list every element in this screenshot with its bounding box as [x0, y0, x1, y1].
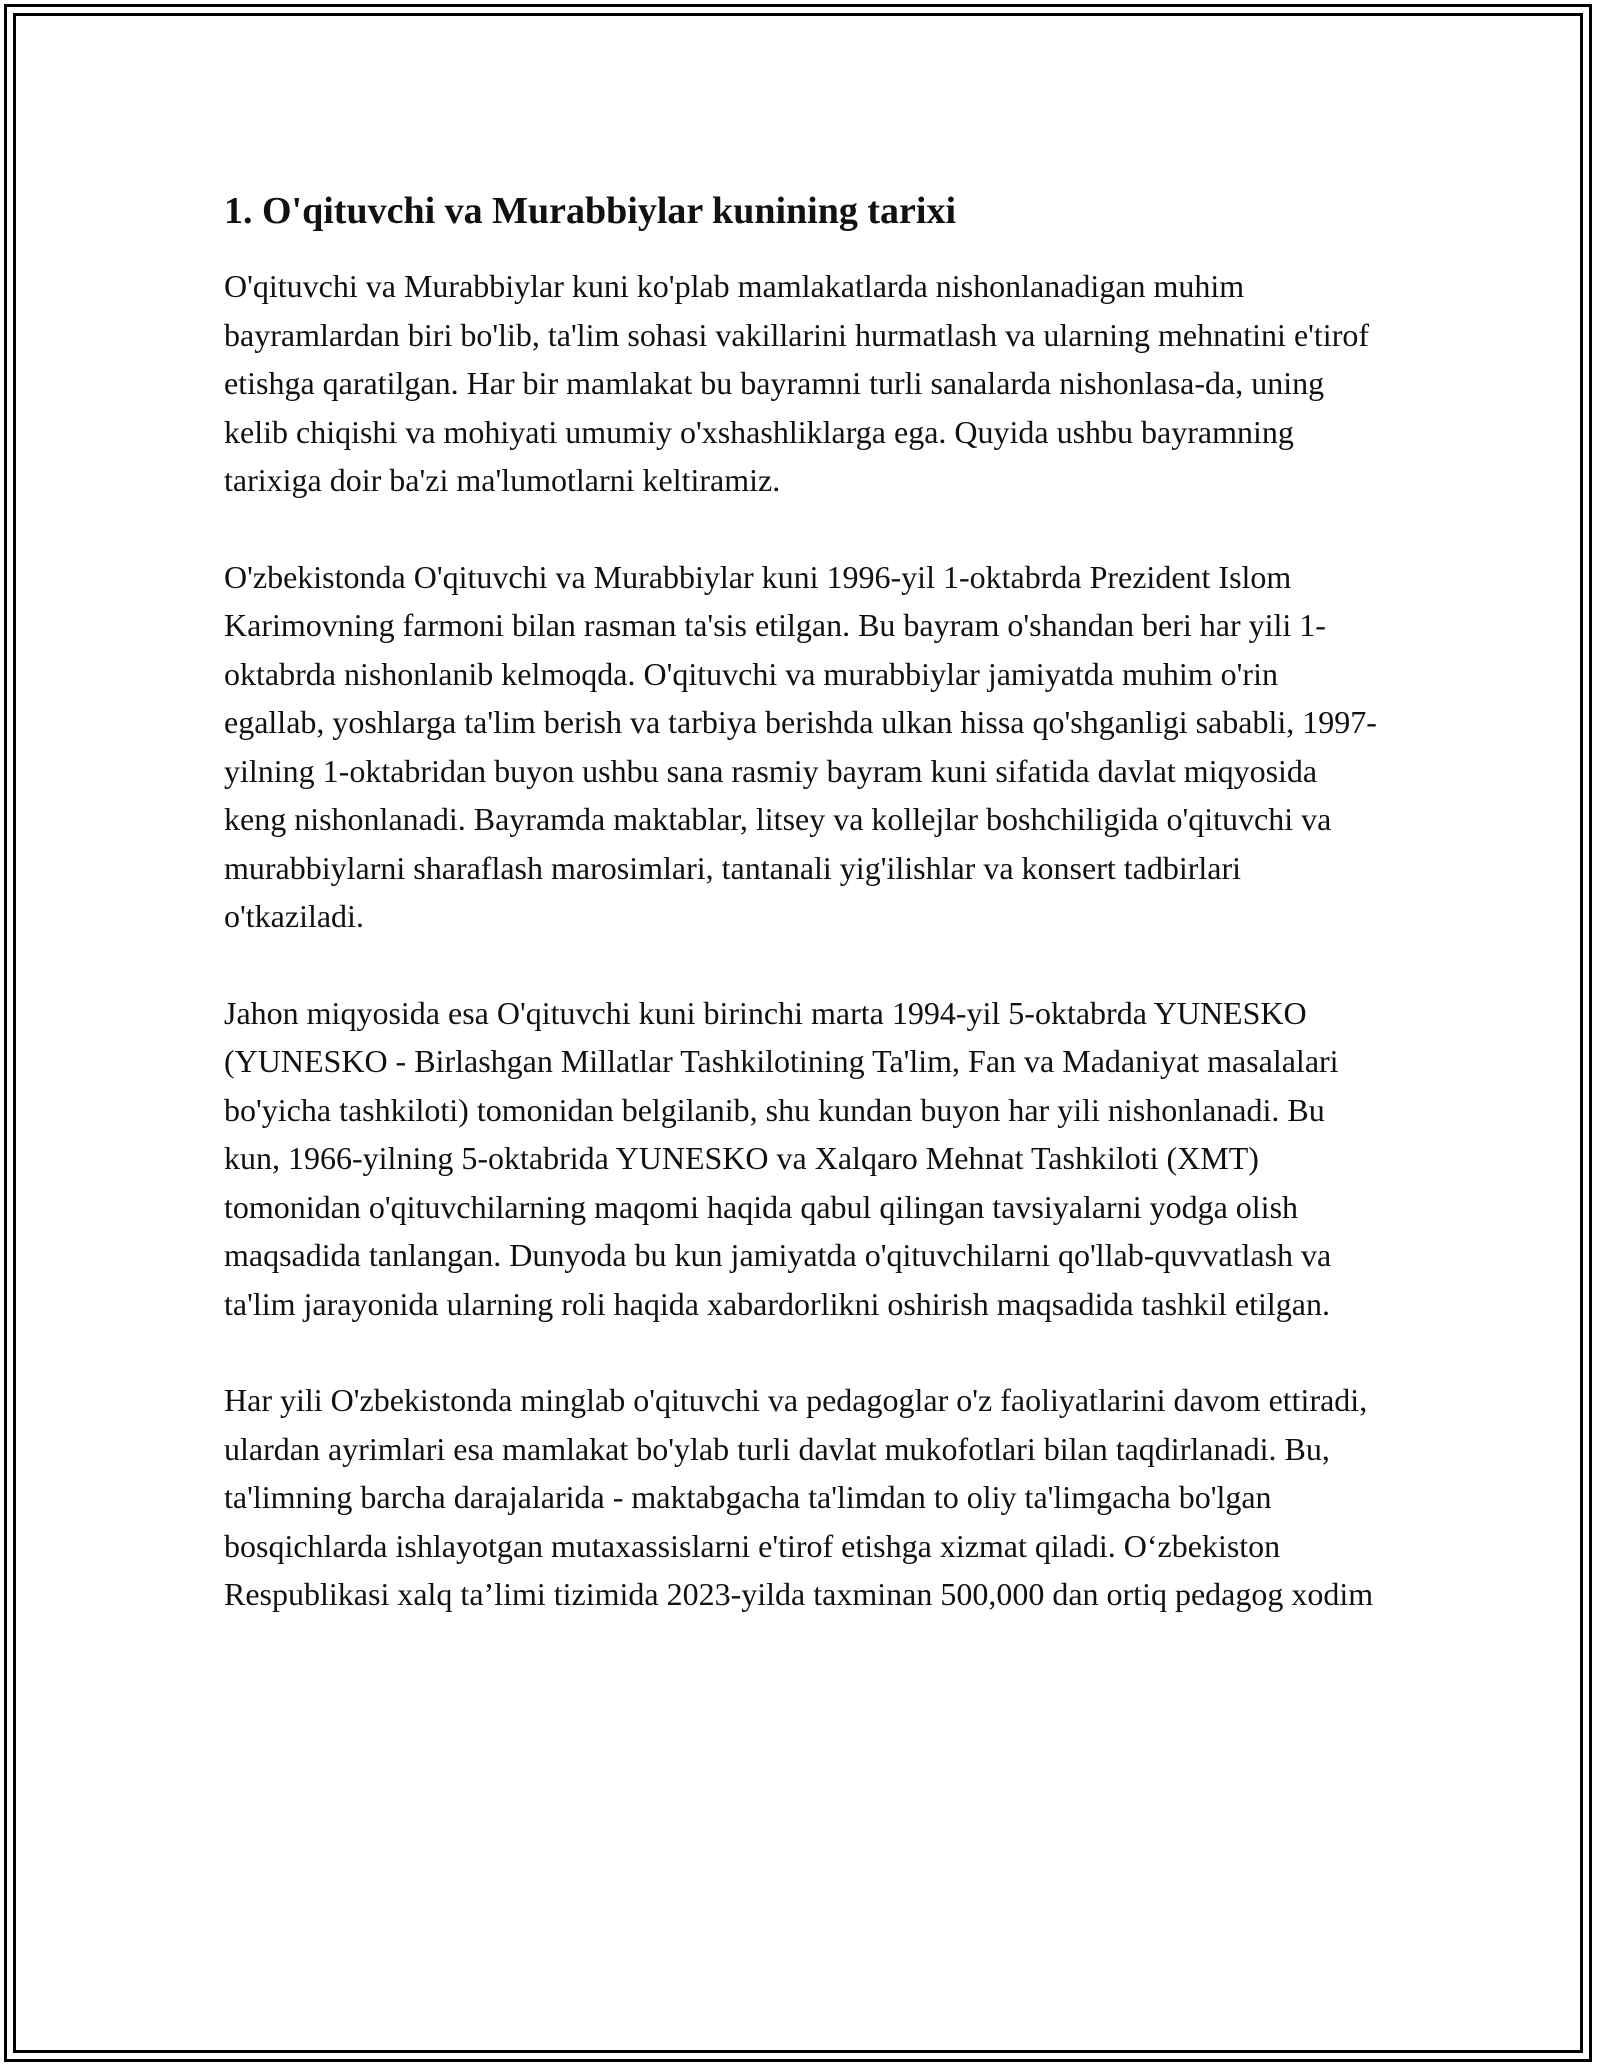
document-body: [224, 186, 1384, 1667]
paragraph-uzbekistan-history: O'zbekistonda O'qituvchi va Murabbiylar kuni 1996-yil 1-oktabrda Prezident Islom Karimovning farmoni bilan rasman ta'sis etilgan. Bu bayram o'shandan beri har yili 1-oktabrda nishonlanib kelmoqda. O'qituvchi va murabbiylar jamiyatda muhim o'rin egallab, yoshlarga ta'lim berish va tarbiya berishda ulkan hissa qo'shganligi sababli, 1997-yilning 1-oktabridan buyon ushbu sana rasmiy bayram kuni sifatida davlat miqyosida keng nishonlanadi. Bayramda maktablar, litsey va kollejlar boshchiligida o'qituvchi va murabbiylarni sharaflash marosimlari, tantanali yig'ilishlar va konsert tadbirlari o'tkaziladi.: [224, 558, 1377, 934]
paragraph-annual-recognition: Har yili O'zbekistonda minglab o'qituvchi va pedagoglar o'z faoliyatlarini davom ettiradi, ulardan ayrimlari esa mamlakat bo'ylab turli davlat mukofotlari bilan taqdirlanadi. Bu, ta'limning barcha darajalarida - maktabgacha ta'limdan to oliy ta'limgacha bo'lgan bosqichlarda ishlayotgan mutaxassislarni e'tirof etishga xizmat qiladi. O‘zbekiston Respublikasi xalq ta’limi tizimida 2023-yilda taxminan 500,000 dan ortiq pedagog xodim: [224, 1382, 1374, 1612]
section-heading: 1. O'qituvchi va Murabbiylar kunining tarixi: [224, 190, 957, 232]
paragraph-world-history: Jahon miqyosida esa O'qituvchi kuni birinchi marta 1994-yil 5-oktabrda YUNESKO (YUNESKO - Birlashgan Millatlar Tashkilotining Ta'lim, Fan va Madaniyat masalalari bo'yicha tashkiloti) tomonidan belgilanib, shu kundan buyon har yili nishonlanadi. Bu kun, 1966-yilning 5-oktabrida YUNESKO va Xalqaro Mehnat Tashkiloti (XMT) tomonidan o'qituvchilarning maqomi haqida qabul qilingan tavsiyalarni yodga olish maqsadida tanlangan. Dunyoda bu kun jamiyatda o'qituvchilarni qo'llab-quvvatlash va ta'lim jarayonida ularning roli haqida xabardorlikni oshirish maqsadida tashkil etilgan.: [224, 994, 1339, 1322]
paragraph-intro: O'qituvchi va Murabbiylar kuni ko'plab mamlakatlarda nishonlanadigan muhim bayramlardan biri bo'lib, ta'lim sohasi vakillarini hurmatlash va ularning mehnatini e'tirof etishga qaratilgan. Har bir mamlakat bu bayramni turli sanalarda nishonlasa-da, uning kelib chiqishi va mohiyati umumiy o'xshashliklarga ega. Quyida ushbu bayramning tarixiga doir ba'zi ma'lumotlarni keltiramiz.: [224, 268, 1369, 498]
